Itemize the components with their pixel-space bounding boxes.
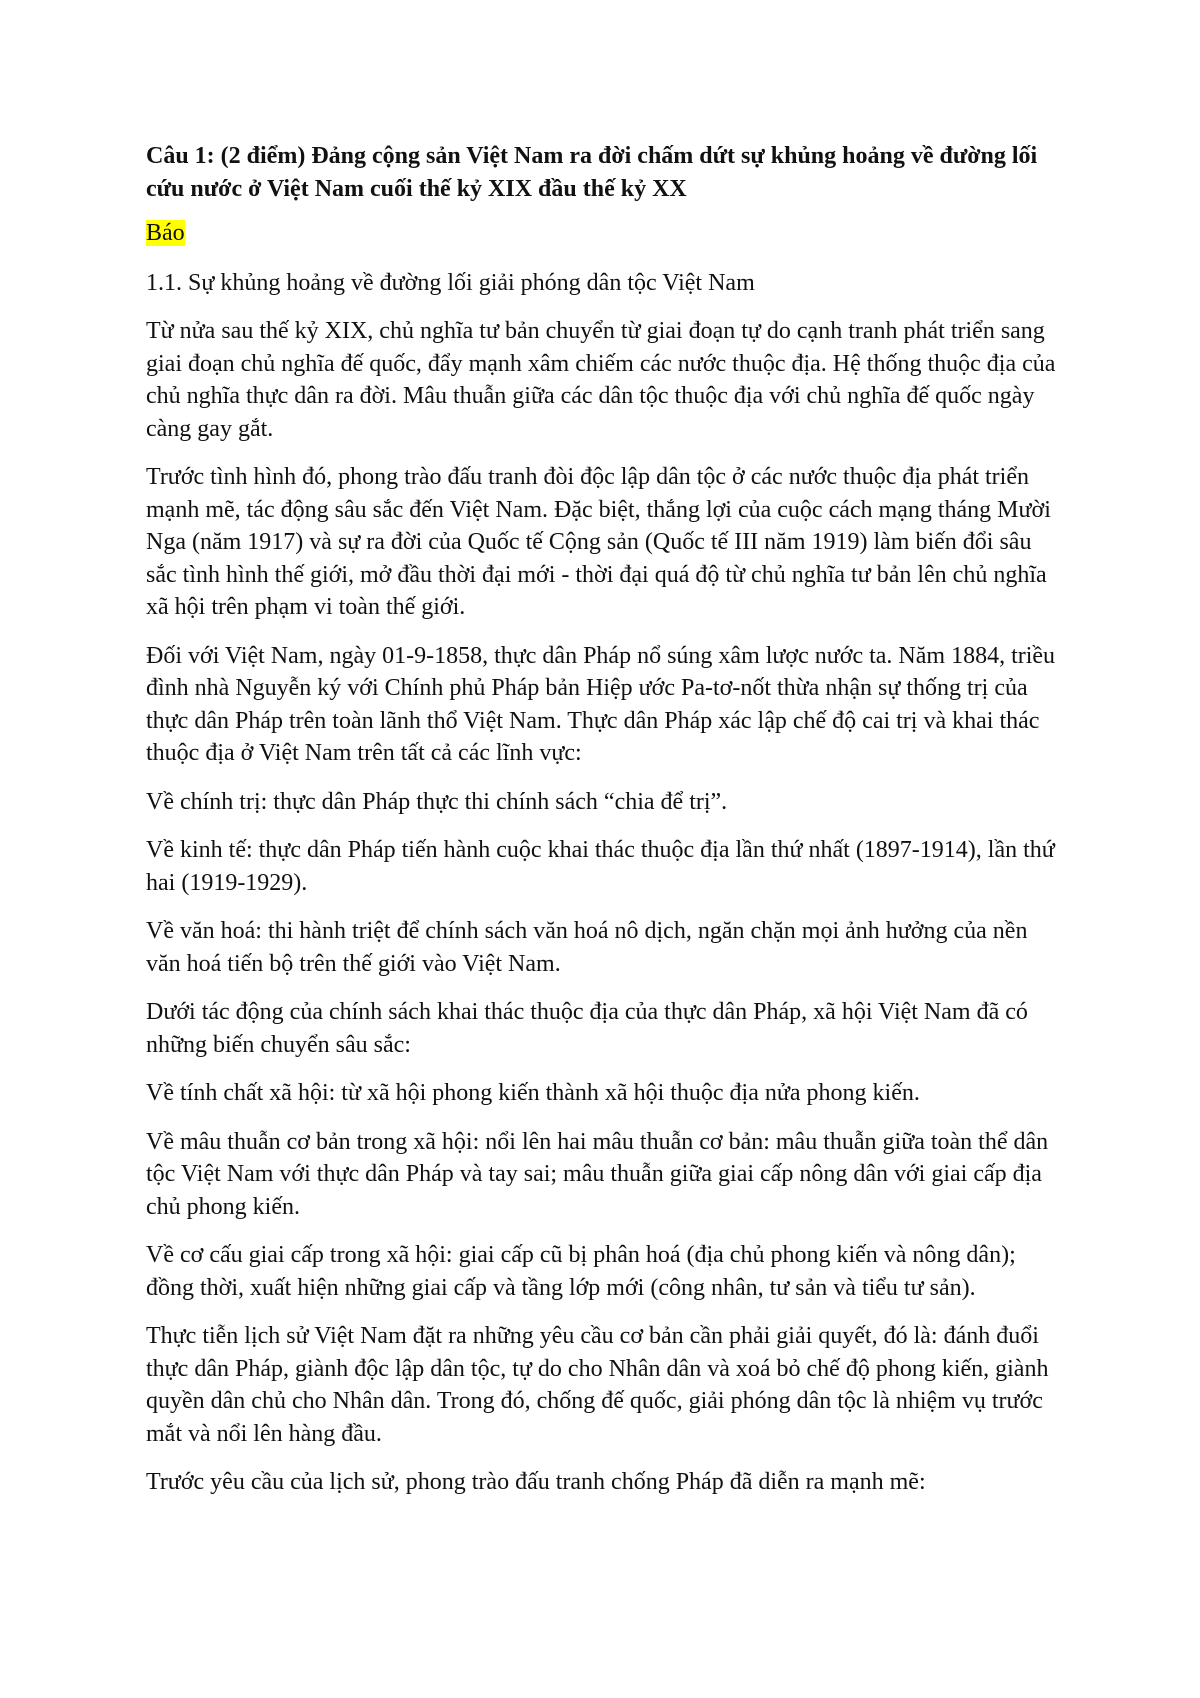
paragraph: Dưới tác động của chính sách khai thác thuộc địa của thực dân Pháp, xã hội Việt Nam đã có những biến chuyển sâu sắc:: [146, 999, 1028, 1058]
question-heading: Câu 1: (2 điểm) Đảng cộng sản Việt Nam ra đời chấm dứt sự khủng hoảng về đường lối cứu nước ở Việt Nam cuối thế kỷ XIX đầu thế kỷ XX: [146, 143, 1038, 202]
paragraph: Về văn hoá: thi hành triệt để chính sách văn hoá nô dịch, ngăn chặn mọi ảnh hưởng của nền văn hoá tiến bộ trên thế giới vào Việt Nam.: [146, 918, 1028, 977]
paragraph: Về mâu thuẫn cơ bản trong xã hội: nổi lên hai mâu thuẫn cơ bản: mâu thuẫn giữa toàn thể dân tộc Việt Nam với thực dân Pháp và tay sai; mâu thuẫn giữa giai cấp nông dân với giai cấp địa chủ phong kiến.: [146, 1128, 1049, 1220]
paragraph: Thực tiễn lịch sử Việt Nam đặt ra những yêu cầu cơ bản cần phải giải quyết, đó là: đánh đuổi thực dân Pháp, giành độc lập dân tộc, tự do cho Nhân dân và xoá bỏ chế độ phong kiến, giành quyền dân chủ cho Nhân dân. Trong đó, chống đế quốc, giải phóng dân tộc là nhiệm vụ trước mắt và nổi lên hàng đầu.: [146, 1323, 1049, 1447]
paragraph: Đối với Việt Nam, ngày 01-9-1858, thực dân Pháp nổ súng xâm lược nước ta. Năm 1884, triều đình nhà Nguyễn ký với Chính phủ Pháp bản Hiệp ước Pa-tơ-nốt thừa nhận sự thống trị của thực dân Pháp trên toàn lãnh thổ Việt Nam. Thực dân Pháp xác lập chế độ cai trị và khai thác thuộc địa ở Việt Nam trên tất cả các lĩnh vực:: [146, 642, 1056, 766]
paragraph: Trước yêu cầu của lịch sử, phong trào đấu tranh chống Pháp đã diễn ra mạnh mẽ:: [146, 1469, 926, 1495]
paragraph: Về tính chất xã hội: từ xã hội phong kiến thành xã hội thuộc địa nửa phong kiến.: [146, 1080, 920, 1106]
paragraph: Về kinh tế: thực dân Pháp tiến hành cuộc khai thác thuộc địa lần thứ nhất (1897-1914), lần thứ hai (1919-1929).: [146, 837, 1055, 896]
highlighted-line: [146, 217, 1066, 250]
paragraph: Về chính trị: thực dân Pháp thực thi chính sách “chia để trị”.: [146, 788, 728, 815]
paragraph: Về cơ cấu giai cấp trong xã hội: giai cấp cũ bị phân hoá (địa chủ phong kiến và nông dân); đồng thời, xuất hiện những giai cấp và tầng lớp mới (công nhân, tư sản và tiểu tư sản).: [146, 1242, 1016, 1301]
paragraph: Trước tình hình đó, phong trào đấu tranh đòi độc lập dân tộc ở các nước thuộc địa phát triển mạnh mẽ, tác động sâu sắc đến Việt Nam. Đặc biệt, thắng lợi của cuộc cách mạng tháng Mười Nga (năm 1917) và sự ra đời của Quốc tế Cộng sản (Quốc tế III năm 1919) làm biến đổi sâu sắc tình hình thế giới, mở đầu thời đại mới - thời đại quá độ từ chủ nghĩa tư bản lên chủ nghĩa xã hội trên phạm vi toàn thế giới.: [146, 464, 1051, 620]
paragraph: Từ nửa sau thế kỷ XIX, chủ nghĩa tư bản chuyển từ giai đoạn tự do cạnh tranh phát triển sang giai đoạn chủ nghĩa đế quốc, đẩy mạnh xâm chiếm các nước thuộc địa. Hệ thống thuộc địa của chủ nghĩa thực dân ra đời. Mâu thuẫn giữa các dân tộc thuộc địa với chủ nghĩa đế quốc ngày càng gay gắt.: [146, 318, 1056, 442]
highlighted-word: Báo: [146, 220, 185, 246]
document-page: [146, 140, 1066, 1515]
section-title: 1.1. Sự khủng hoảng về đường lối giải phóng dân tộc Việt Nam: [146, 269, 755, 296]
